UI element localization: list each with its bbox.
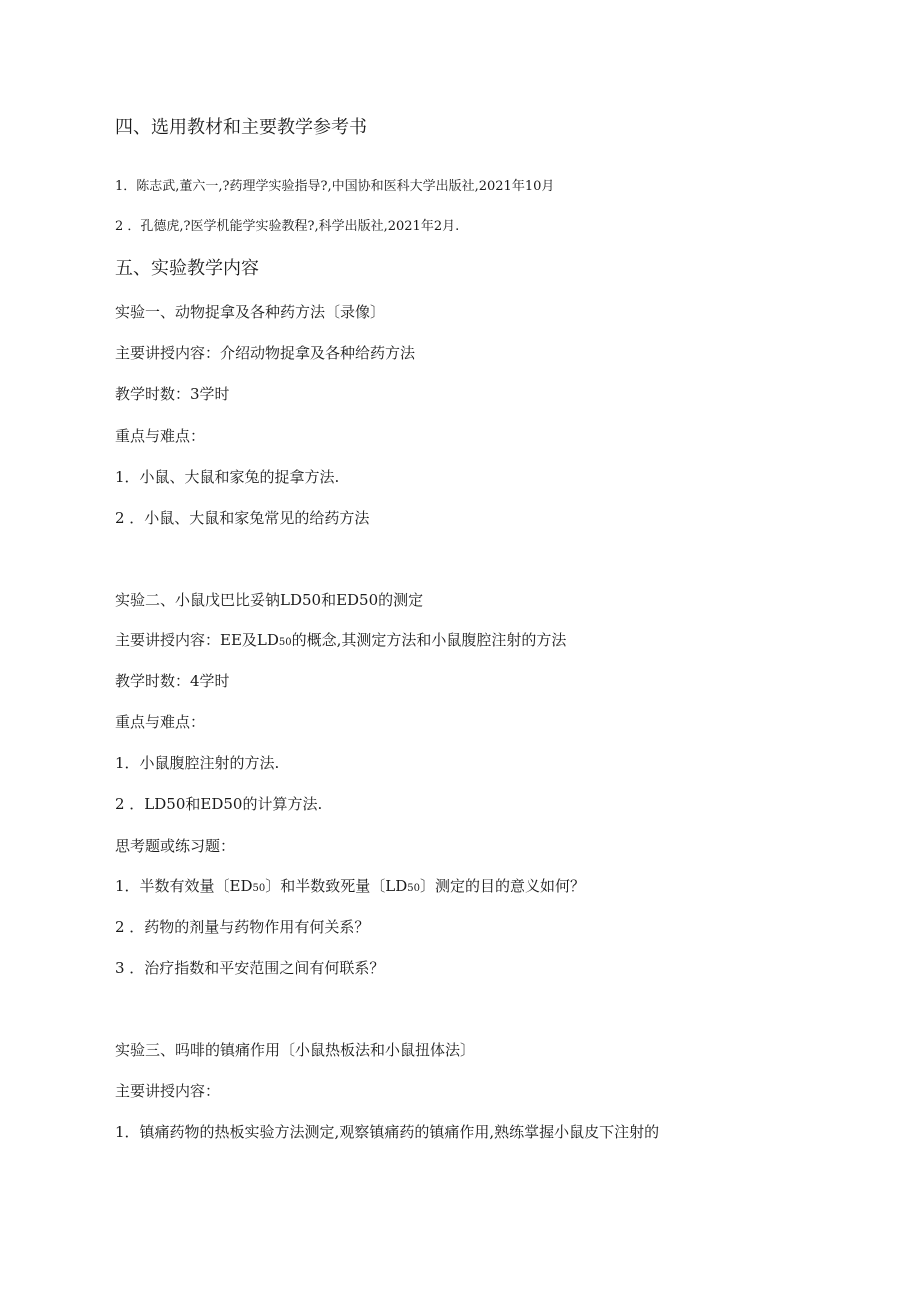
experiment-2-content-pre: 主要讲授内容：EE及LD bbox=[115, 631, 279, 649]
reference-2: 2 ．孔德虎,?医学机能学实验教程?,科学出版社,2021年2月. bbox=[115, 219, 460, 234]
experiment-2-key-2: 2 ．LD50和ED50的计算方法. bbox=[115, 795, 323, 813]
experiment-2-key-1: 1．小鼠腹腔注射的方法. bbox=[115, 754, 280, 772]
experiment-2-content-post: 的概念,其测定方法和小鼠腹腔注射的方法 bbox=[291, 631, 567, 649]
experiment-2-content bbox=[115, 630, 566, 653]
experiment-2-content-sub: 50 bbox=[278, 637, 292, 648]
experiment-2-title: 实验二、小鼠戊巴比妥钠LD50和ED50的测定 bbox=[115, 591, 424, 609]
experiment-1-title: 实验一、动物捉拿及各种药方法〔录像〕 bbox=[115, 303, 386, 321]
experiment-3-item-1: 1．镇痛药物的热板实验方法测定,观察镇痛药的镇痛作用,熟练掌握小鼠皮下注射的 bbox=[115, 1123, 660, 1141]
experiment-1-hours: 教学时数：3学时 bbox=[115, 385, 230, 403]
experiment-2-question-2: 2 ．药物的剂量与药物作用有何关系？ bbox=[115, 918, 370, 936]
experiment-3-content-label: 主要讲授内容： bbox=[115, 1082, 221, 1100]
section-4-heading: 四、选用教材和主要教学参考书 bbox=[115, 117, 367, 138]
experiment-2-question-1 bbox=[115, 876, 585, 899]
question-1-sub-2: 50 bbox=[407, 883, 420, 894]
question-1-sub-1: 50 bbox=[252, 883, 266, 894]
experiment-2-hours: 教学时数：4学时 bbox=[115, 672, 230, 690]
experiment-3-title: 实验三、吗啡的镇痛作用〔小鼠热板法和小鼠扭体法〕 bbox=[115, 1041, 476, 1059]
reference-1: 1．陈志武,董六一,?药理学实验指导?,中国协和医科大学出版社,2021年10月 bbox=[115, 179, 555, 194]
experiment-1-key-2: 2 ．小鼠、大鼠和家兔常见的给药方法 bbox=[115, 509, 370, 527]
question-1-part-a: 1．半数有效量〔ED bbox=[115, 877, 253, 895]
experiment-1-key-1: 1．小鼠、大鼠和家兔的捉拿方法. bbox=[115, 468, 340, 486]
question-1-part-c: 〕测定的目的意义如何？ bbox=[420, 877, 586, 895]
experiment-2-think-label: 思考题或练习题： bbox=[115, 837, 236, 855]
section-5-heading: 五、实验教学内容 bbox=[115, 258, 259, 279]
experiment-2-question-3: 3 ．治疗指数和平安范围之间有何联系？ bbox=[115, 959, 385, 977]
experiment-1-content: 主要讲授内容：介绍动物捉拿及各种给药方法 bbox=[115, 344, 416, 362]
question-1-part-b: 〕和半数致死量〔LD bbox=[265, 877, 408, 895]
experiment-2-key-label: 重点与难点： bbox=[115, 713, 206, 731]
experiment-1-key-label: 重点与难点： bbox=[115, 427, 206, 445]
